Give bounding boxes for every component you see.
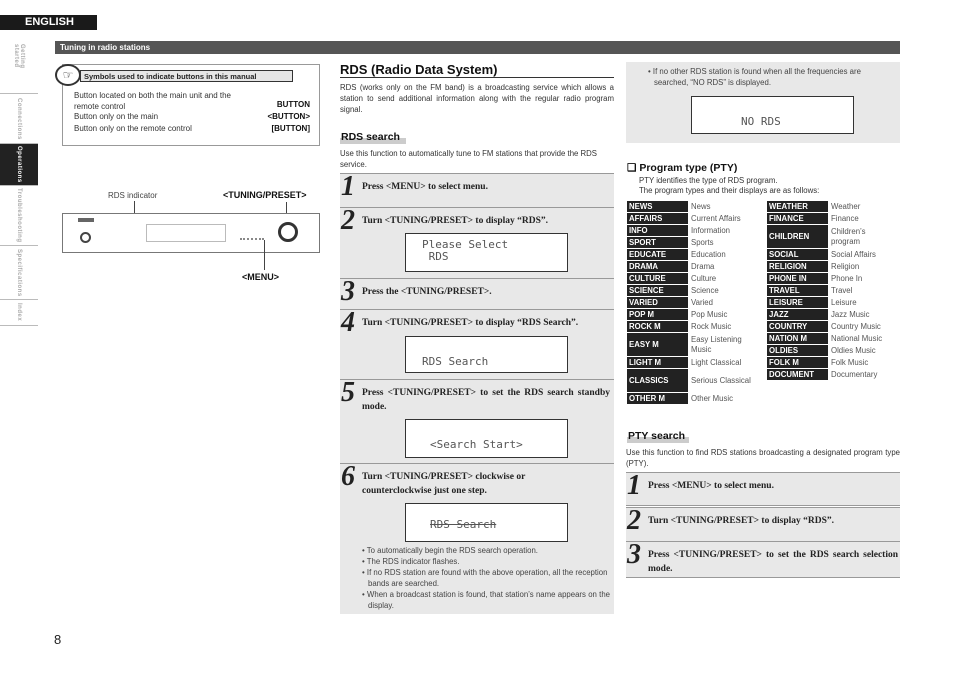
pty-row xyxy=(767,297,899,309)
pty-meaning: National Music xyxy=(831,334,883,343)
pty-row xyxy=(627,369,759,393)
pty-meaning: Social Affairs xyxy=(831,250,876,259)
step-3: 3 Press the <TUNING/PRESET>. xyxy=(340,278,614,309)
section-title-bar: Tuning in radio stations xyxy=(55,41,900,54)
pty-title: ❑ Program type (PTY) xyxy=(627,162,738,174)
pty-code: SCIENCE xyxy=(627,285,689,297)
step-2: 2 Turn <TUNING/PRESET> to display “RDS”. Please Select RDS xyxy=(340,207,614,278)
pty-meaning: Light Classical xyxy=(691,358,742,367)
rds-search-title: RDS search xyxy=(341,131,400,143)
lcd-display: RDS Search xyxy=(405,336,568,373)
menu-leader xyxy=(264,240,265,270)
pty-step-2: 2 Turn <TUNING/PRESET> to display “RDS”. xyxy=(626,507,900,541)
side-tab-specifications[interactable]: Specifications xyxy=(0,246,38,300)
pty-row xyxy=(627,201,759,213)
pty-row xyxy=(767,345,899,357)
pty-row xyxy=(767,249,899,261)
pty-desc2: The program types and their displays are as follows: xyxy=(639,186,820,195)
language-label: ENGLISH xyxy=(0,15,97,30)
pty-meaning: Science xyxy=(691,286,719,295)
pty-row xyxy=(767,225,899,249)
lcd-display: NO RDS xyxy=(691,96,854,134)
pty-row xyxy=(767,273,899,285)
lcd-display: <Search Start> xyxy=(405,419,568,458)
pty-code: POP M xyxy=(627,309,689,321)
side-tab-connections[interactable]: Connections xyxy=(0,94,38,144)
pty-row xyxy=(627,237,759,249)
step-4: 4 Turn <TUNING/PRESET> to display “RDS Search”. RDS Search xyxy=(340,309,614,379)
pty-row xyxy=(627,285,759,297)
side-tab-operations[interactable]: Operations xyxy=(0,144,38,186)
rds-indicator-label: RDS indicator xyxy=(108,191,158,200)
pty-meaning: Rock Music xyxy=(691,322,732,331)
step-5: 5 Press <TUNING/PRESET> to set the RDS search standby mode. <Search Start> xyxy=(340,379,614,463)
pty-code: FOLK M xyxy=(767,357,829,369)
pty-row xyxy=(627,297,759,309)
pty-row xyxy=(627,261,759,273)
pty-code: OLDIES xyxy=(767,345,829,357)
pty-meaning: News xyxy=(691,202,711,211)
pty-meaning: Leisure xyxy=(831,298,857,307)
title-rule xyxy=(340,77,614,78)
pty-meaning: Culture xyxy=(691,274,717,283)
side-tab-troubleshooting[interactable]: Troubleshooting xyxy=(0,186,38,246)
pty-meaning: Varied xyxy=(691,298,713,307)
pty-meaning: Religion xyxy=(831,262,860,271)
pty-meaning: Finance xyxy=(831,214,859,223)
pty-code: AFFAIRS xyxy=(627,213,689,225)
pty-row xyxy=(627,225,759,237)
pty-search-title: PTY search xyxy=(628,430,686,442)
symbol-row: Button only on the remote control [BUTTON] xyxy=(74,124,310,133)
pty-code: WEATHER xyxy=(767,201,829,213)
symbols-title: Symbols used to indicate buttons in this manual xyxy=(80,70,293,82)
pty-code: JAZZ xyxy=(767,309,829,321)
pty-meaning: Country Music xyxy=(831,322,881,331)
pty-code: VARIED xyxy=(627,297,689,309)
pty-meaning: Information xyxy=(691,226,731,235)
pty-code: OTHER M xyxy=(627,393,689,405)
pty-meaning: Drama xyxy=(691,262,715,271)
pty-meaning: Education xyxy=(691,250,726,259)
pty-code: DRAMA xyxy=(627,261,689,273)
pty-code: EDUCATE xyxy=(627,249,689,261)
pty-row xyxy=(767,369,899,381)
note-list: • To automatically begin the RDS search operation. • The RDS indicator flashes. • If no RDS station are found with the above operation, all the reception bands are searched. • When a broadcast station is found, that station’s name appears on the display. xyxy=(362,546,610,610)
pty-meaning: Current Affairs xyxy=(691,214,741,223)
pty-code: EASY M xyxy=(627,333,689,357)
pty-step-3: 3 Press <TUNING/PRESET> to set the RDS search selection mode. xyxy=(626,541,900,578)
pty-code: SOCIAL xyxy=(767,249,829,261)
pty-row xyxy=(627,213,759,225)
lcd-display: Please Select RDS xyxy=(405,233,568,272)
pty-desc1: PTY identifies the type of RDS program. xyxy=(639,176,778,185)
pty-row xyxy=(627,249,759,261)
pty-row xyxy=(627,273,759,285)
rds-title: RDS (Radio Data System) xyxy=(340,62,498,77)
pty-code: COUNTRY xyxy=(767,321,829,333)
pty-meaning: Pop Music xyxy=(691,310,728,319)
pty-meaning: Folk Music xyxy=(831,358,869,367)
pty-row xyxy=(767,333,899,345)
pty-code: DOCUMENT xyxy=(767,369,829,381)
pty-code: NEWS xyxy=(627,201,689,213)
pty-code: RELIGION xyxy=(767,261,829,273)
pty-table-right xyxy=(766,200,899,381)
pty-row xyxy=(627,309,759,321)
side-tab-index[interactable]: Index xyxy=(0,300,38,326)
page-number: 8 xyxy=(54,632,62,647)
tuning-preset-knob[interactable] xyxy=(278,222,298,242)
pty-meaning: Phone In xyxy=(831,274,863,283)
menu-label: <MENU> xyxy=(242,272,280,282)
pty-code: CULTURE xyxy=(627,273,689,285)
lcd-display-flashing: RDS Search xyxy=(405,503,568,542)
pty-code: CHILDREN xyxy=(767,225,829,249)
pty-meaning: Easy Listening Music xyxy=(691,334,742,354)
pty-row xyxy=(627,393,759,405)
pty-code: FINANCE xyxy=(767,213,829,225)
step-6: 6 Turn <TUNING/PRESET> clockwise or counterclockwise just one step. RDS Search • To automatically begin the RDS search operation. • The RDS indicator flashes. • If no RDS station are found with the above operation, all the reception bands are searched. • When a broadcast station is found, that station’s name appears on the display. xyxy=(340,463,614,614)
pty-code: LIGHT M xyxy=(627,357,689,369)
rds-intro: RDS (works only on the FM band) is a broadcasting service which allows a station to send additional information along with the regular radio program signal. xyxy=(340,83,614,114)
pty-step-1: 1 Press <MENU> to select menu. xyxy=(626,472,900,506)
pty-code: NATION M xyxy=(767,333,829,345)
pty-search-desc: Use this function to find RDS stations broadcasting a designated program type (PTY). xyxy=(626,448,900,468)
pty-code: ROCK M xyxy=(627,321,689,333)
pty-code: LEISURE xyxy=(767,297,829,309)
pty-code: TRAVEL xyxy=(767,285,829,297)
pty-meaning: Travel xyxy=(831,286,853,295)
pty-code: PHONE IN xyxy=(767,273,829,285)
pty-meaning: Serious Classical xyxy=(691,375,751,385)
pty-row xyxy=(767,213,899,225)
front-buttons[interactable] xyxy=(240,238,264,241)
symbol-row: Button only on the main <BUTTON> xyxy=(74,112,310,121)
hand-pointer-icon: ☞ xyxy=(55,64,81,86)
pty-row xyxy=(627,321,759,333)
pty-row xyxy=(767,285,899,297)
pty-meaning: Children’s program xyxy=(831,226,866,246)
pty-meaning: Jazz Music xyxy=(831,310,870,319)
pty-meaning: Weather xyxy=(831,202,861,211)
brand-logo xyxy=(78,218,94,222)
step-1: 1 Press <MENU> to select menu. xyxy=(340,173,614,207)
no-rds-note-box: • If no other RDS station is found when all the frequencies are searched, “NO RDS” is displayed. NO RDS xyxy=(626,62,900,143)
pty-meaning: Oldies Music xyxy=(831,346,876,355)
pty-row xyxy=(627,333,759,357)
pty-code: CLASSICS xyxy=(627,369,689,393)
pty-row xyxy=(767,309,899,321)
pty-code: SPORT xyxy=(627,237,689,249)
tuning-preset-label: <TUNING/PRESET> xyxy=(223,190,307,200)
rds-search-desc: Use this function to automatically tune to FM stations that provide the RDS service. xyxy=(340,149,597,169)
side-tab-getting-started[interactable]: Getting started xyxy=(0,44,38,94)
symbol-row: Button located on both the main unit and the remote control BUTTON xyxy=(74,91,310,111)
pty-meaning: Documentary xyxy=(831,370,878,379)
pty-row xyxy=(767,201,899,213)
pty-code: INFO xyxy=(627,225,689,237)
power-button[interactable] xyxy=(80,232,91,243)
pty-meaning: Other Music xyxy=(691,394,734,403)
pty-meaning: Sports xyxy=(691,238,714,247)
display-window xyxy=(146,224,226,242)
pty-table-left xyxy=(626,200,759,405)
pty-row xyxy=(767,357,899,369)
pty-row xyxy=(627,357,759,369)
pty-row xyxy=(767,321,899,333)
pty-row xyxy=(767,261,899,273)
